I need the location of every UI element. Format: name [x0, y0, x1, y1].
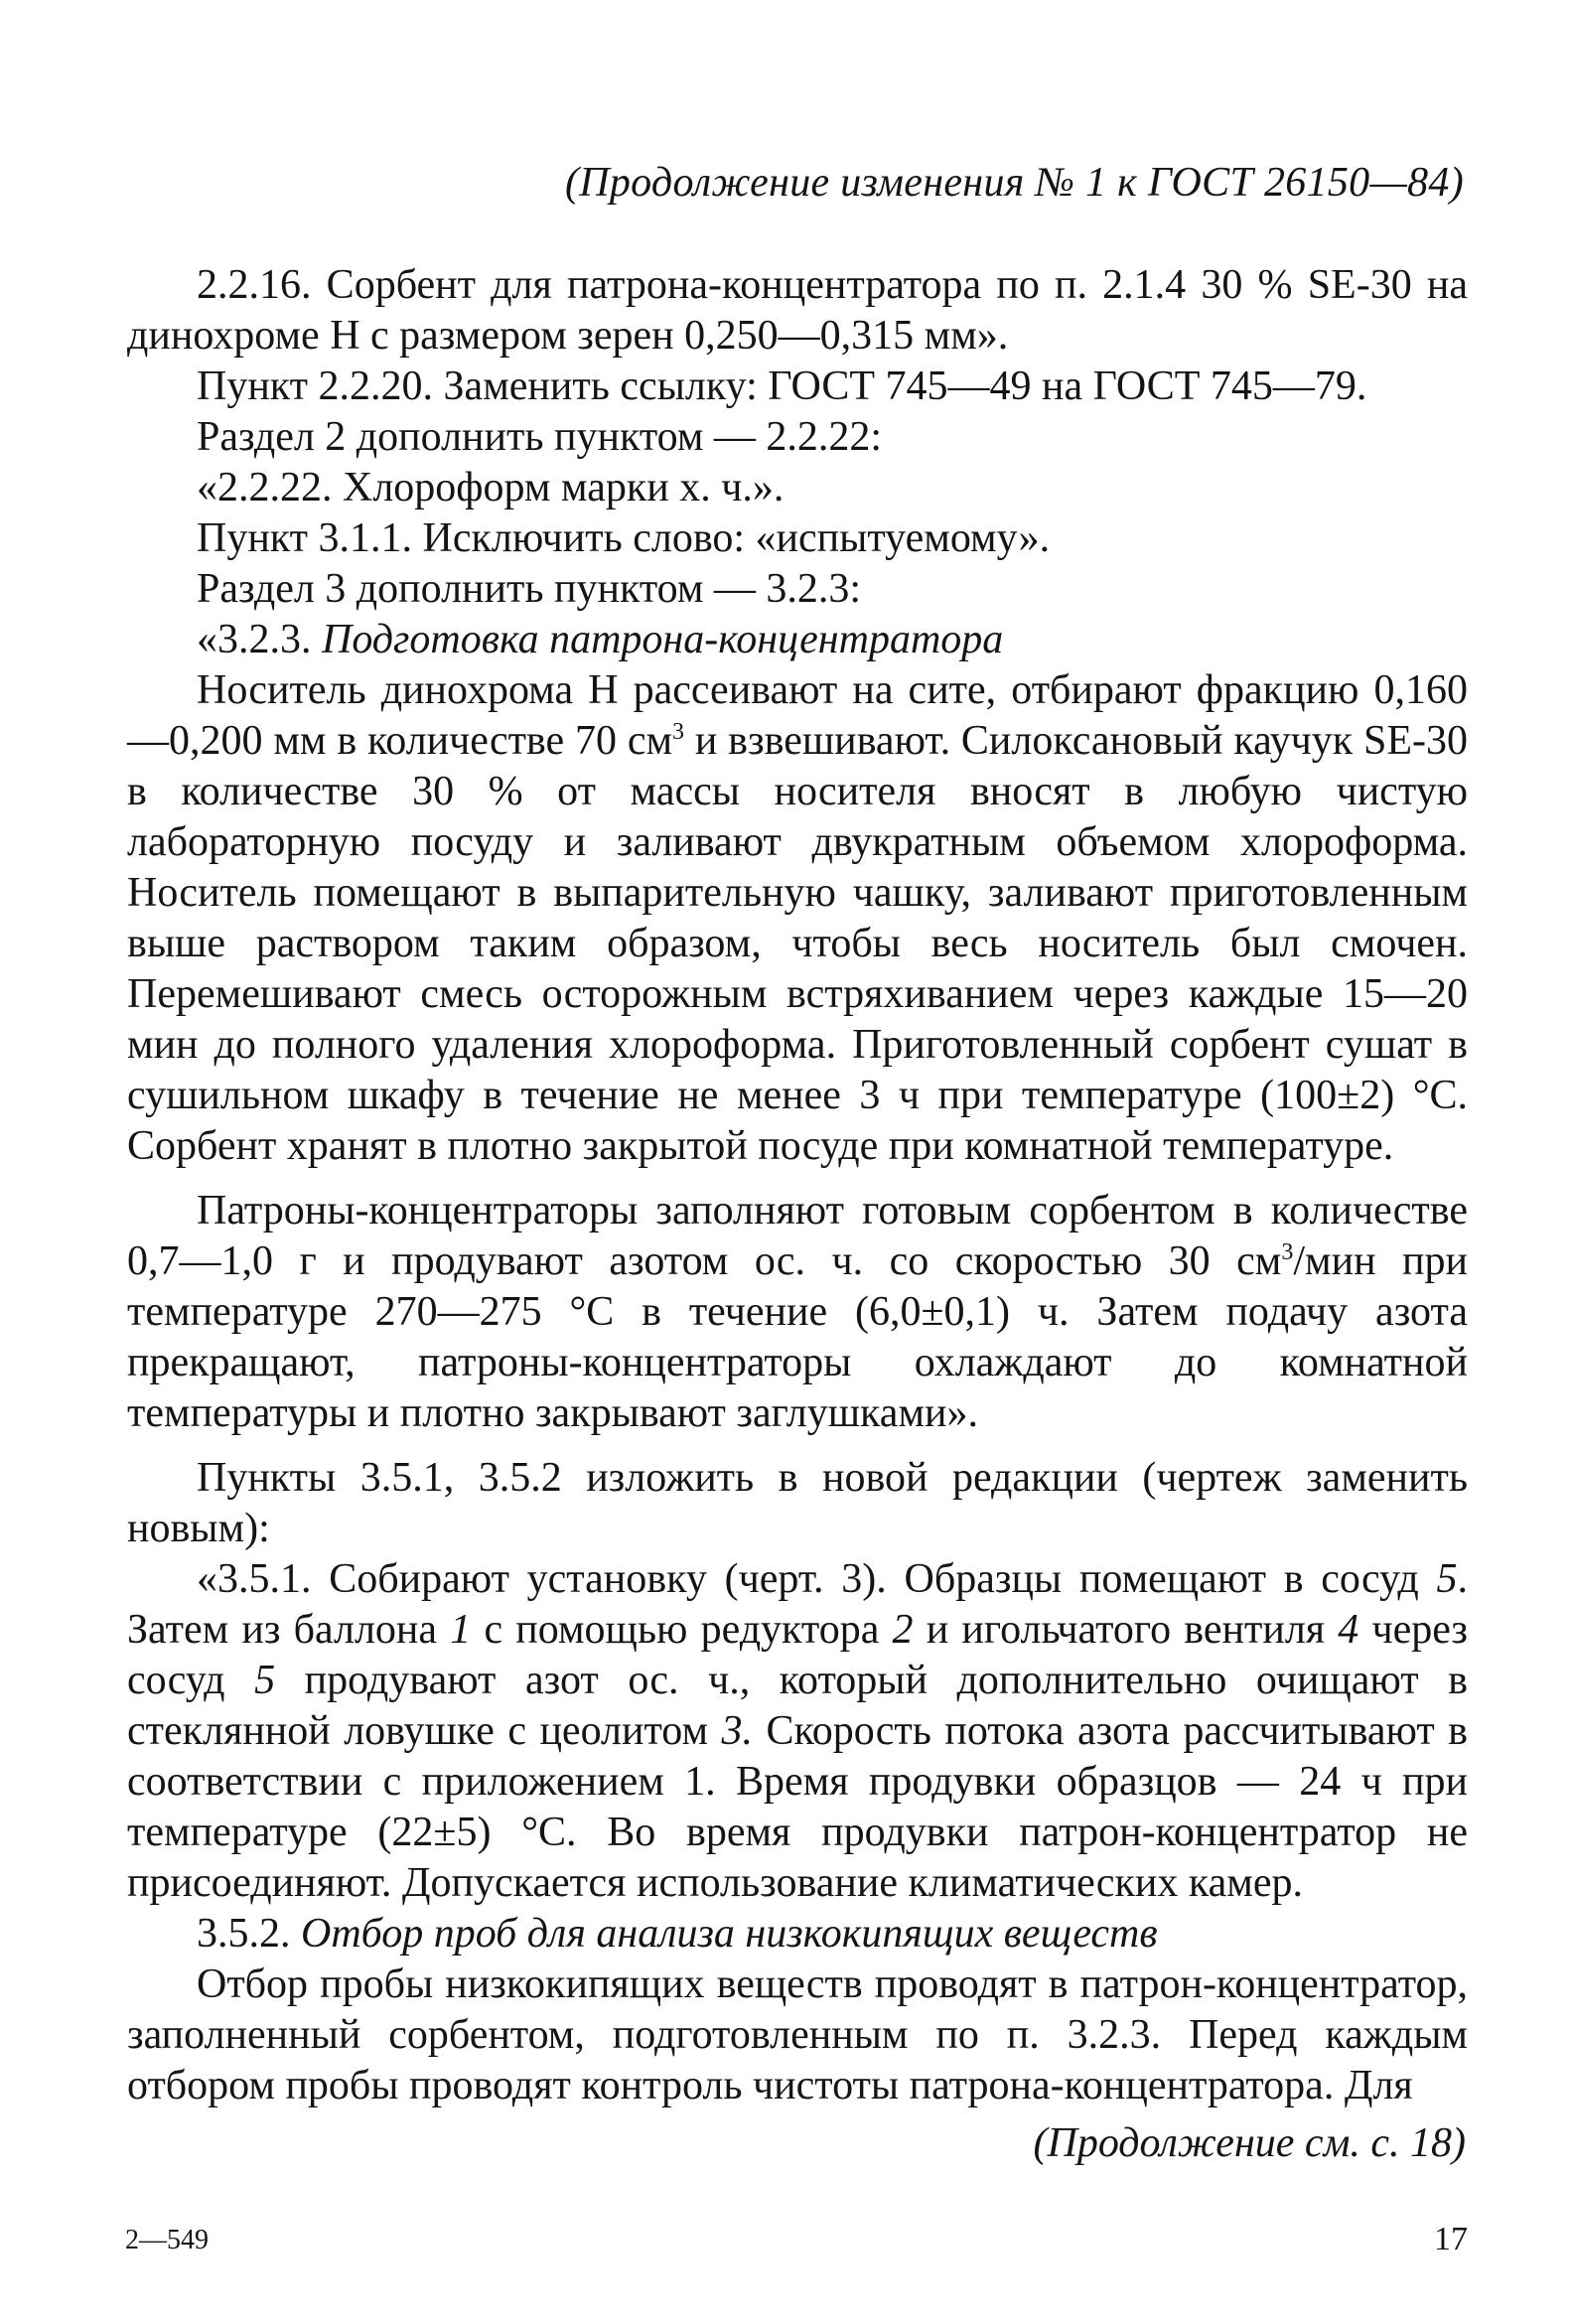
- cartridge-text-part-1: Патроны-концентраторы заполняют готовым сорбентом в количестве 0,7—1,0 г и продувают азотом ос. ч. со скоростью 30 см: [127, 1188, 1468, 1284]
- paragraph-2-2-16: 2.2.16. Сорбент для патрона-концентратора по п. 2.1.4 30 % SE-30 на динохроме Н с размером зерен 0,250—0,315 мм».: [127, 262, 1468, 359]
- page-number: 17: [1434, 2221, 1468, 2257]
- paragraph-item-2-2-20: Пункт 2.2.20. Заменить ссылку: ГОСТ 745—49 на ГОСТ 745—79.: [197, 363, 1367, 409]
- paragraph-sampling: Отбор пробы низкокипящих веществ проводят в патрон-концентратор, заполненный сорбентом, подготовленным по п. 3.2.3. Перед каждым отбором пробы проводят контроль чистоты патрона-концентратора. Для: [127, 1961, 1468, 2108]
- paragraph-3-5-1: [127, 1554, 1468, 1909]
- subsection-3-5-2-number: 3.5.2.: [197, 1911, 301, 1957]
- paragraph-section-2-addition: Раздел 2 дополнить пунктом — 2.2.22:: [197, 414, 883, 460]
- paragraph-carrier-preparation: [127, 665, 1468, 1172]
- page-code: 2—549: [125, 2225, 209, 2255]
- text-run: через сосуд: [127, 1607, 1469, 1703]
- text-run: . Затем из баллона: [127, 1556, 1468, 1653]
- paragraph-item-3-1-1: Пункт 3.1.1. Исключить слово: «испытуемому».: [197, 515, 1051, 561]
- subsection-3-5-2-title: Отбор проб для анализа низкокипящих веществ: [301, 1911, 1158, 1957]
- paragraph-items-3-5-1-3-5-2: Пункты 3.5.1, 3.5.2 изложить в новой редакции (чертеж заменить новым):: [127, 1455, 1468, 1551]
- ref-vessel-5: 5: [254, 1658, 276, 1703]
- subsection-3-2-3-number: «3.2.3.: [197, 617, 322, 662]
- subsection-3-2-3-heading: [127, 615, 1468, 665]
- superscript-3: 3: [1281, 1239, 1294, 1265]
- ref-vessel-5: 5: [1436, 1556, 1458, 1602]
- ref-reducer-2: 2: [892, 1607, 914, 1653]
- paragraph-section-3-addition: Раздел 3 дополнить пунктом — 3.2.3:: [197, 566, 862, 612]
- ref-trap-3: 3.: [721, 1708, 753, 1754]
- ref-cylinder-1: 1: [450, 1607, 472, 1653]
- body-text: [127, 260, 1468, 2111]
- subsection-3-2-3-title: Подготовка патрона-концентратора: [322, 617, 1004, 662]
- paragraph-2-2-22: «2.2.22. Хлороформ марки х. ч.».: [197, 465, 785, 510]
- carrier-text-part-1: Носитель динохрома Н рассеивают на сите, отбирают фракцию 0,160—0,200 мм в количестве 70 см: [127, 667, 1468, 764]
- cartridge-text-part-2: /мин при температуре 270—275 °С в течение (6,0±0,1) ч. Затем подачу азота прекращают, патроны-концентраторы охлаждают до комнатной температуры и плотно закрывают заглушками».: [127, 1238, 1469, 1436]
- text-run: с помощью редуктора: [471, 1607, 893, 1653]
- footer-continuation-note: (Продолжение см. с. 18): [1033, 2120, 1466, 2166]
- paragraph-cartridge-filling: [127, 1186, 1468, 1439]
- text-run: «3.5.1. Собирают установку (черт. 3). Образцы помещают в сосуд: [197, 1556, 1437, 1602]
- header-continuation-note: (Продолжение изменения № 1 к ГОСТ 26150—84): [564, 160, 1464, 206]
- subsection-3-5-2-heading: [127, 1909, 1468, 1960]
- text-run: продувают азот ос. ч., который дополнительно очищают в стеклянной ловушке с цеолитом: [127, 1658, 1469, 1754]
- superscript-3: 3: [672, 719, 685, 745]
- ref-valve-4: 4: [1338, 1607, 1359, 1653]
- text-run: и игольчатого вентиля: [913, 1607, 1339, 1653]
- text-run: Скорость потока азота рассчитывают в соответствии с приложением 1. Время продувки образцов — 24 ч при температуре (22±5) °С. Во время продувки патрон-концентратор не присоединяют. Допускается использование климатических камер.: [127, 1708, 1468, 1906]
- carrier-text-part-2: и взвешивают. Силоксановый каучук SE-30 в количестве 30 % от массы носителя вносят в любую чистую лабораторную посуду и заливают двукратным объемом хлороформа. Носитель помещают в выпарительную чашку, заливают приготовленным выше раствором таким образом, чтобы весь носитель был смочен. Перемешивают смесь осторожным встряхиванием через каждые 15—20 мин до полного удаления хлороформа. Приготовленный сорбент сушат в сушильном шкафу в течение не менее 3 ч при температуре (100±2) °С. Сорбент хранят в плотно закрытой посуде при комнатной температуре.: [127, 718, 1468, 1169]
